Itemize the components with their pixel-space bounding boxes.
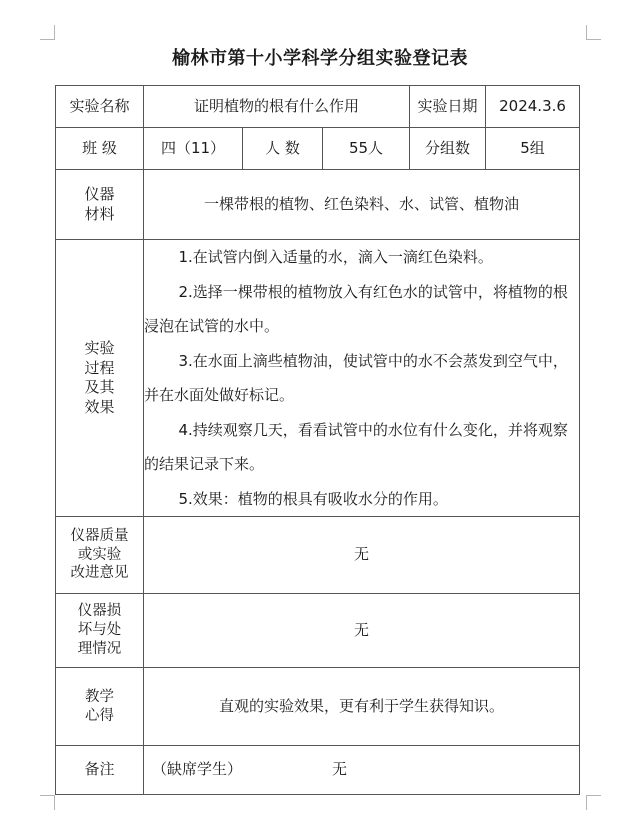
process-label — [56, 240, 144, 517]
process-step: 2.选择一棵带根的植物放入有红色水的试管中，将植物的根浸泡在试管的水中。 — [144, 282, 568, 335]
materials-value: 一棵带根的植物、红色染料、水、试管、植物油 — [144, 170, 580, 240]
process-label-line: 实验 — [84, 339, 115, 357]
damage-value: 无 — [144, 594, 580, 668]
remarks-label: 备注 — [56, 746, 144, 795]
corner-mark-top-right — [586, 25, 601, 40]
experiment-name-label: 实验名称 — [56, 86, 144, 128]
quality-label-line: 仪器质量 — [70, 527, 129, 544]
row-experience — [56, 668, 580, 746]
experience-label-line: 心得 — [85, 707, 114, 724]
process-label-line: 过程 — [84, 358, 115, 377]
process-label-line: 效果 — [84, 397, 115, 416]
class-value: 四（11） — [144, 128, 243, 170]
corner-mark-bottom-left — [40, 795, 55, 810]
headcount-label: 人 数 — [243, 128, 323, 170]
absent-students-value: 无 — [332, 760, 348, 779]
materials-label-line: 仪器 — [84, 185, 115, 203]
headcount-value: 55人 — [323, 128, 410, 170]
quality-label — [56, 517, 144, 594]
absent-students-label: （缺席学生） — [152, 760, 243, 779]
process-step: 1.在试管内倒入适量的水，滴入一滴红色染料。 — [178, 248, 493, 266]
experience-label — [56, 668, 144, 746]
group-count-value: 5组 — [486, 128, 580, 170]
experiment-date-label: 实验日期 — [410, 86, 486, 128]
corner-mark-bottom-right — [586, 795, 601, 810]
process-label-line: 及其 — [84, 378, 115, 396]
quality-label-line: 改进意见 — [70, 565, 129, 582]
remarks-value — [144, 746, 580, 795]
row-experiment-name — [56, 86, 580, 128]
quality-value: 无 — [144, 517, 580, 594]
document-title: 榆林市第十小学科学分组实验登记表 — [172, 48, 468, 69]
quality-label-line: 或实验 — [77, 546, 122, 563]
process-step: 5.效果：植物的根具有吸收水分的作用。 — [178, 489, 448, 508]
experiment-name-value: 证明植物的根有什么作用 — [144, 86, 410, 128]
row-remarks — [56, 746, 580, 795]
row-class-info — [56, 128, 580, 170]
experience-value: 直观的实验效果，更有利于学生获得知识。 — [144, 668, 580, 746]
row-process — [56, 240, 580, 517]
experiment-date-value: 2024.3.6 — [486, 86, 580, 128]
damage-label-line: 理情况 — [77, 640, 122, 657]
row-materials — [56, 170, 580, 240]
damage-label-line: 仪器损 — [77, 603, 122, 620]
registration-table — [55, 85, 580, 795]
row-quality — [56, 517, 580, 594]
damage-label — [56, 594, 144, 668]
row-damage — [56, 594, 580, 668]
damage-label-line: 坏与处 — [77, 622, 122, 639]
materials-label — [56, 170, 144, 240]
experience-label-line: 教学 — [85, 688, 114, 705]
materials-label-line: 材料 — [84, 204, 115, 223]
corner-mark-top-left — [40, 25, 55, 40]
class-label: 班 级 — [56, 128, 144, 170]
process-step: 4.持续观察几天，看看试管中的水位有什么变化，并将观察的结果记录下来。 — [144, 420, 568, 473]
group-count-label: 分组数 — [410, 128, 486, 170]
process-step: 3.在水面上滴些植物油，使试管中的水不会蒸发到空气中，并在水面处做好标记。 — [144, 351, 568, 404]
process-steps — [144, 240, 580, 517]
